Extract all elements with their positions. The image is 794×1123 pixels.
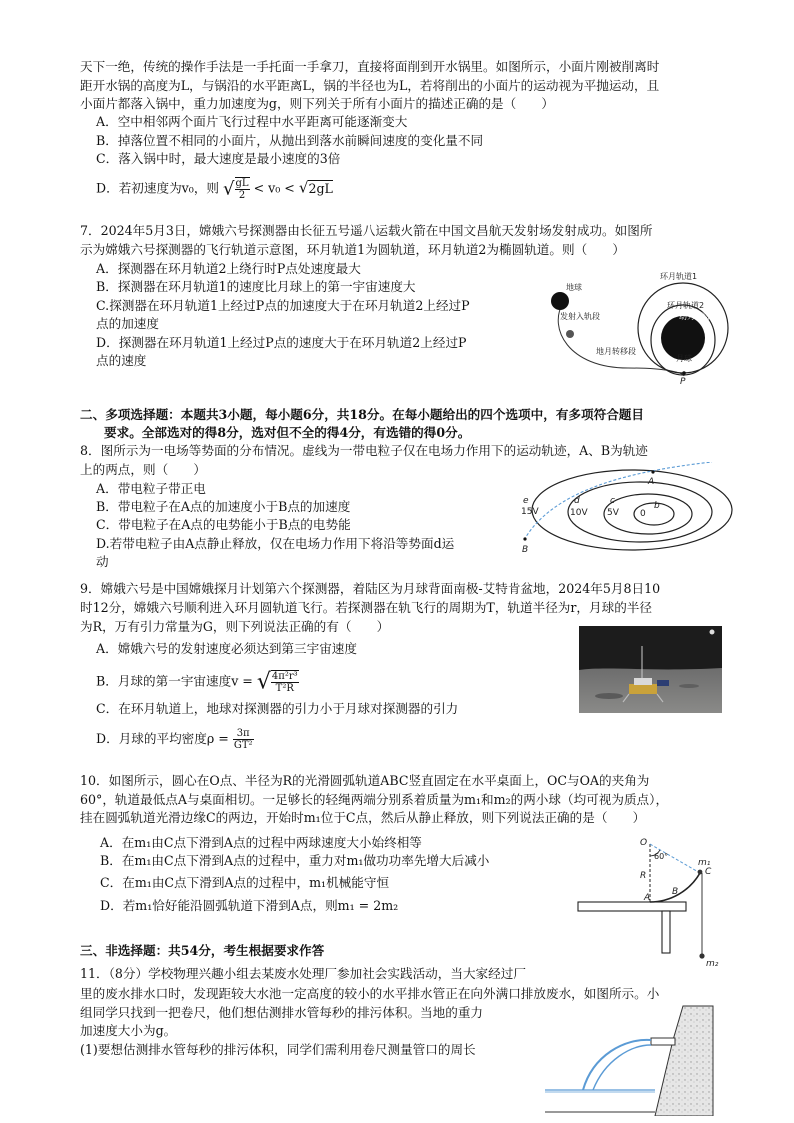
q8-label-10v: 10V: [570, 508, 588, 518]
q6-frac-num: gL: [235, 178, 249, 189]
q9-option-c: C．在环月轨道上，地球对探测器的引力小于月球对探测器的引力: [96, 701, 459, 716]
q10-label-angle: 60°: [654, 852, 669, 861]
q7-option-d1: D．探测器在环月轨道1上经过P点的速度大于在环月轨道2上经过P: [96, 335, 467, 350]
q7-stem-line1: 7．2024年5月3日，嫦娥六号探测器由长征五号遥八运载火箭在中国文昌航天发射场发射成功。如图所: [80, 223, 653, 238]
q6-sqrt-frac: √ $\frac{gL}{2}$: [223, 178, 249, 201]
q7-label-earth: 地球: [566, 283, 582, 292]
q7-option-b: B．探测器在环月轨道1的速度比月球上的第一宇宙速度大: [96, 279, 416, 294]
q7-option-a: A．探测器在环月轨道2上绕行时P点处速度最大: [96, 261, 361, 276]
q11-line5: (1)要想估测排水管每秒的排污体积，同学们需利用卷尺测量管口的周长: [80, 1042, 476, 1057]
q10-label-c: C: [705, 867, 712, 877]
q11-drain-figure: [545, 1000, 715, 1116]
q6-stem-line2: 距开水锅的高度为L，与锅沿的水平距离L，锅的半径也为L，若将削出的小面片的运动视为平抛运动，且: [80, 78, 660, 93]
q11-line2: 里的废水排水口时，发现距较大水池一定高度的较小的水平排水管正在向外满口排放废水，如图所示。小: [80, 986, 660, 1001]
q11-line1: 11．（8分）学校物理兴趣小组去某废水处理厂参加社会实践活动，当大家经过厂: [80, 966, 526, 981]
q6-option-d-root2: 2gL: [308, 180, 333, 196]
q8-label-b: b: [654, 501, 660, 511]
q8-label-d: d: [574, 496, 580, 506]
q7-label-p: P: [680, 377, 686, 386]
q6-stem-line1: 天下一绝，传统的操作手法是一手托面一手拿刀，直接将面削到开水锅里。如图所示，小面片刚被削离时: [80, 59, 660, 74]
q10-label-o: O: [640, 838, 648, 848]
q6-frac: [235, 177, 250, 201]
q6-option-d-prefix: D．若初速度为v₀，则: [96, 180, 220, 196]
q6-option-d: D．若初速度为v₀，则 √ $\frac{gL}{2}$ < v₀ < √2gL: [96, 178, 333, 201]
q7-label-launch: 发射入轨段: [560, 312, 600, 321]
q7-label-orbit1: 环月轨道1: [660, 272, 698, 281]
q6-frac-den: 2: [238, 190, 246, 201]
q8-label-e: e: [523, 496, 529, 506]
q10-table-top: [578, 902, 686, 911]
q10-stem-line2: 60°，轨道最低点A与桌面相切。一足够长的轻绳两端分别系着质量为m₁和m₂的两小球（均可视为质点），: [80, 792, 669, 807]
q7-earth: [551, 292, 569, 310]
q9-d-num: 3π: [233, 728, 254, 740]
q9-d-frac: [233, 728, 254, 751]
q11-water-stream-inner: [593, 1045, 651, 1090]
q10-table-leg: [662, 911, 670, 953]
q10-label-m1: m₁: [698, 858, 711, 868]
q9-stem-line3: 为R，万有引力常量为G，则下列说法正确的有（ ）: [80, 619, 390, 634]
q6-option-d-mid: < v₀ <: [253, 180, 295, 196]
q6-option-c: C．落入锅中时，最大速度是最小速度的3倍: [96, 151, 341, 166]
q7-spacecraft-icon: [566, 330, 574, 338]
q8-point-b-dot: [523, 537, 526, 540]
q8-stem-line2: 上的两点，则（ ）: [80, 462, 206, 477]
q9-earth-dot: [710, 630, 715, 635]
q10-label-a: A: [644, 893, 651, 903]
q8-option-a: A．带电粒子带正电: [96, 481, 206, 496]
q9-option-b-prefix: B．月球的第一宇宙速度v =: [96, 673, 253, 689]
section2-line1: 二、多项选择题：本题共3小题，每小题6分，共18分。在每小题给出的四个选项中，有多项符合题目: [80, 407, 644, 422]
q11-line4: 加速度大小为g。: [80, 1023, 177, 1038]
q9-stem-line1: 9．嫦娥六号是中国嫦娥探月计划第六个探测器，着陆区为月球背面南极-艾特肯盆地，2024年5月8日10: [80, 581, 661, 596]
q7-orbit-figure: [538, 268, 734, 386]
q7-option-c2: 点的加速度: [96, 316, 159, 331]
q8-label-a: A: [648, 477, 655, 487]
q7-option-d2: 点的速度: [96, 353, 147, 368]
q8-option-b: B．带电粒子在A点的加速度小于B点的加速度: [96, 499, 351, 514]
q8-option-d2: 动: [96, 554, 109, 569]
q11-water-stream-outer: [583, 1040, 651, 1090]
q9-b-frac: [271, 670, 299, 694]
q6-option-a: A．空中相邻两个面片飞行过程中水平距离可能逐渐变大: [96, 114, 408, 129]
q8-point-a-dot: [651, 470, 654, 473]
q11-wall: [655, 1006, 713, 1116]
q9-option-d: [96, 728, 254, 751]
q8-stem-line1: 8．图所示为一电场等势面的分布情况。虚线为一带电粒子仅在电场力作用下的运动轨迹，A、B为轨迹: [80, 443, 648, 458]
q10-arc-figure: [574, 832, 730, 968]
q10-option-d: D．若m₁恰好能沿圆弧轨道下滑到A点，则m₁ = 2m₂: [100, 898, 399, 913]
q10-option-a: A．在m₁由C点下滑到A点的过程中两球速度大小始终相等: [100, 835, 422, 850]
q9-option-d-prefix: D．月球的平均密度ρ =: [96, 731, 229, 746]
q10-option-b: B．在m₁由C点下滑到A点的过程中，重力对m₁做功功率先增大后减小: [100, 853, 490, 868]
q7-label-moon: 月球: [676, 354, 692, 363]
q9-option-a: A．嫦娥六号的发射速度必须达到第三宇宙速度: [96, 641, 357, 656]
q7-option-c1: C.探测器在环月轨道1上经过P点的加速度大于在环月轨道2上经过P: [96, 298, 470, 313]
q9-d-den: GT²: [233, 740, 253, 751]
section2-line2: 要求。全部选对的得8分，选对但不全的得4分，有选错的得0分。: [104, 425, 471, 440]
q6-option-b: B．掉落位置不相同的小面片，从抛出到落水前瞬间速度的变化量不同: [96, 133, 484, 148]
q10-label-m2: m₂: [706, 959, 719, 968]
q7-label-descent: 动力下降段: [679, 312, 719, 321]
q8-option-d1: D.若带电粒子由A点静止释放，仅在电场力作用下将沿等势面d运: [96, 536, 455, 551]
q9-b-num: 4π²r³: [271, 671, 298, 682]
q7-stem-line2: 示为嫦娥六号探测器的飞行轨道示意图，环月轨道1为圆轨道，环月轨道2为椭圆轨道。则（ ）: [80, 242, 625, 257]
q10-label-b: B: [672, 887, 679, 897]
q10-stem-line3: 挂在圆弧轨道光滑边缘C的两边，开始时m₁位于C点，然后从静止释放，则下列说法正确的是（ ）: [80, 810, 646, 825]
q11-line3: 组同学只找到一把卷尺，他们想估测排水管每秒的排污体积。当地的重力: [80, 1005, 483, 1020]
q9-lunar-photo: [579, 626, 722, 713]
q10-option-c: C．在m₁由C点下滑到A点的过程中，m₁机械能守恒: [100, 875, 390, 890]
q10-stem-line1: 10．如图所示，圆心在O点、半径为R的光滑圆弧轨道ABC竖直固定在水平桌面上，OC与OA的夹角为: [80, 773, 650, 788]
q9-b-den: T²R: [275, 683, 294, 694]
q10-ball-m1: [698, 870, 703, 875]
q8-label-5v: 5V: [607, 508, 619, 518]
q10-ball-m2: [699, 953, 704, 958]
q11-pipe: [651, 1038, 675, 1045]
q9-option-b: B．月球的第一宇宙速度v = √ $\frac{\text{4π²r³}}{\text{T²R}}$: [96, 669, 298, 695]
q7-point-p-dot: [682, 371, 686, 375]
q8-option-c: C．带电粒子在A点的电势能小于B点的电势能: [96, 517, 351, 532]
q9-stem-line2: 时12分，嫦娥六号顺利进入环月圆轨道飞行。若探测器在轨飞行的周期为T，轨道半径为r，月球的半径: [80, 600, 652, 615]
q7-label-orbit2: 环月轨道2: [667, 301, 705, 310]
q8-label-c: c: [610, 496, 615, 506]
q7-label-transfer: 地月转移段: [596, 347, 636, 356]
section3-line1: 三、非选择题：共54分，考生根据要求作答: [80, 943, 325, 958]
q8-label-15v: 15V: [521, 507, 539, 517]
q8-field-figure: [512, 462, 734, 554]
q8-label-0: 0: [640, 509, 646, 519]
q10-label-r: R: [640, 871, 647, 881]
q6-stem-line3: 小面片都落入锅中，重力加速度为g，则下列关于所有小面片的描述正确的是（ ）: [80, 96, 555, 111]
q8-label-b-point: B: [522, 545, 529, 554]
